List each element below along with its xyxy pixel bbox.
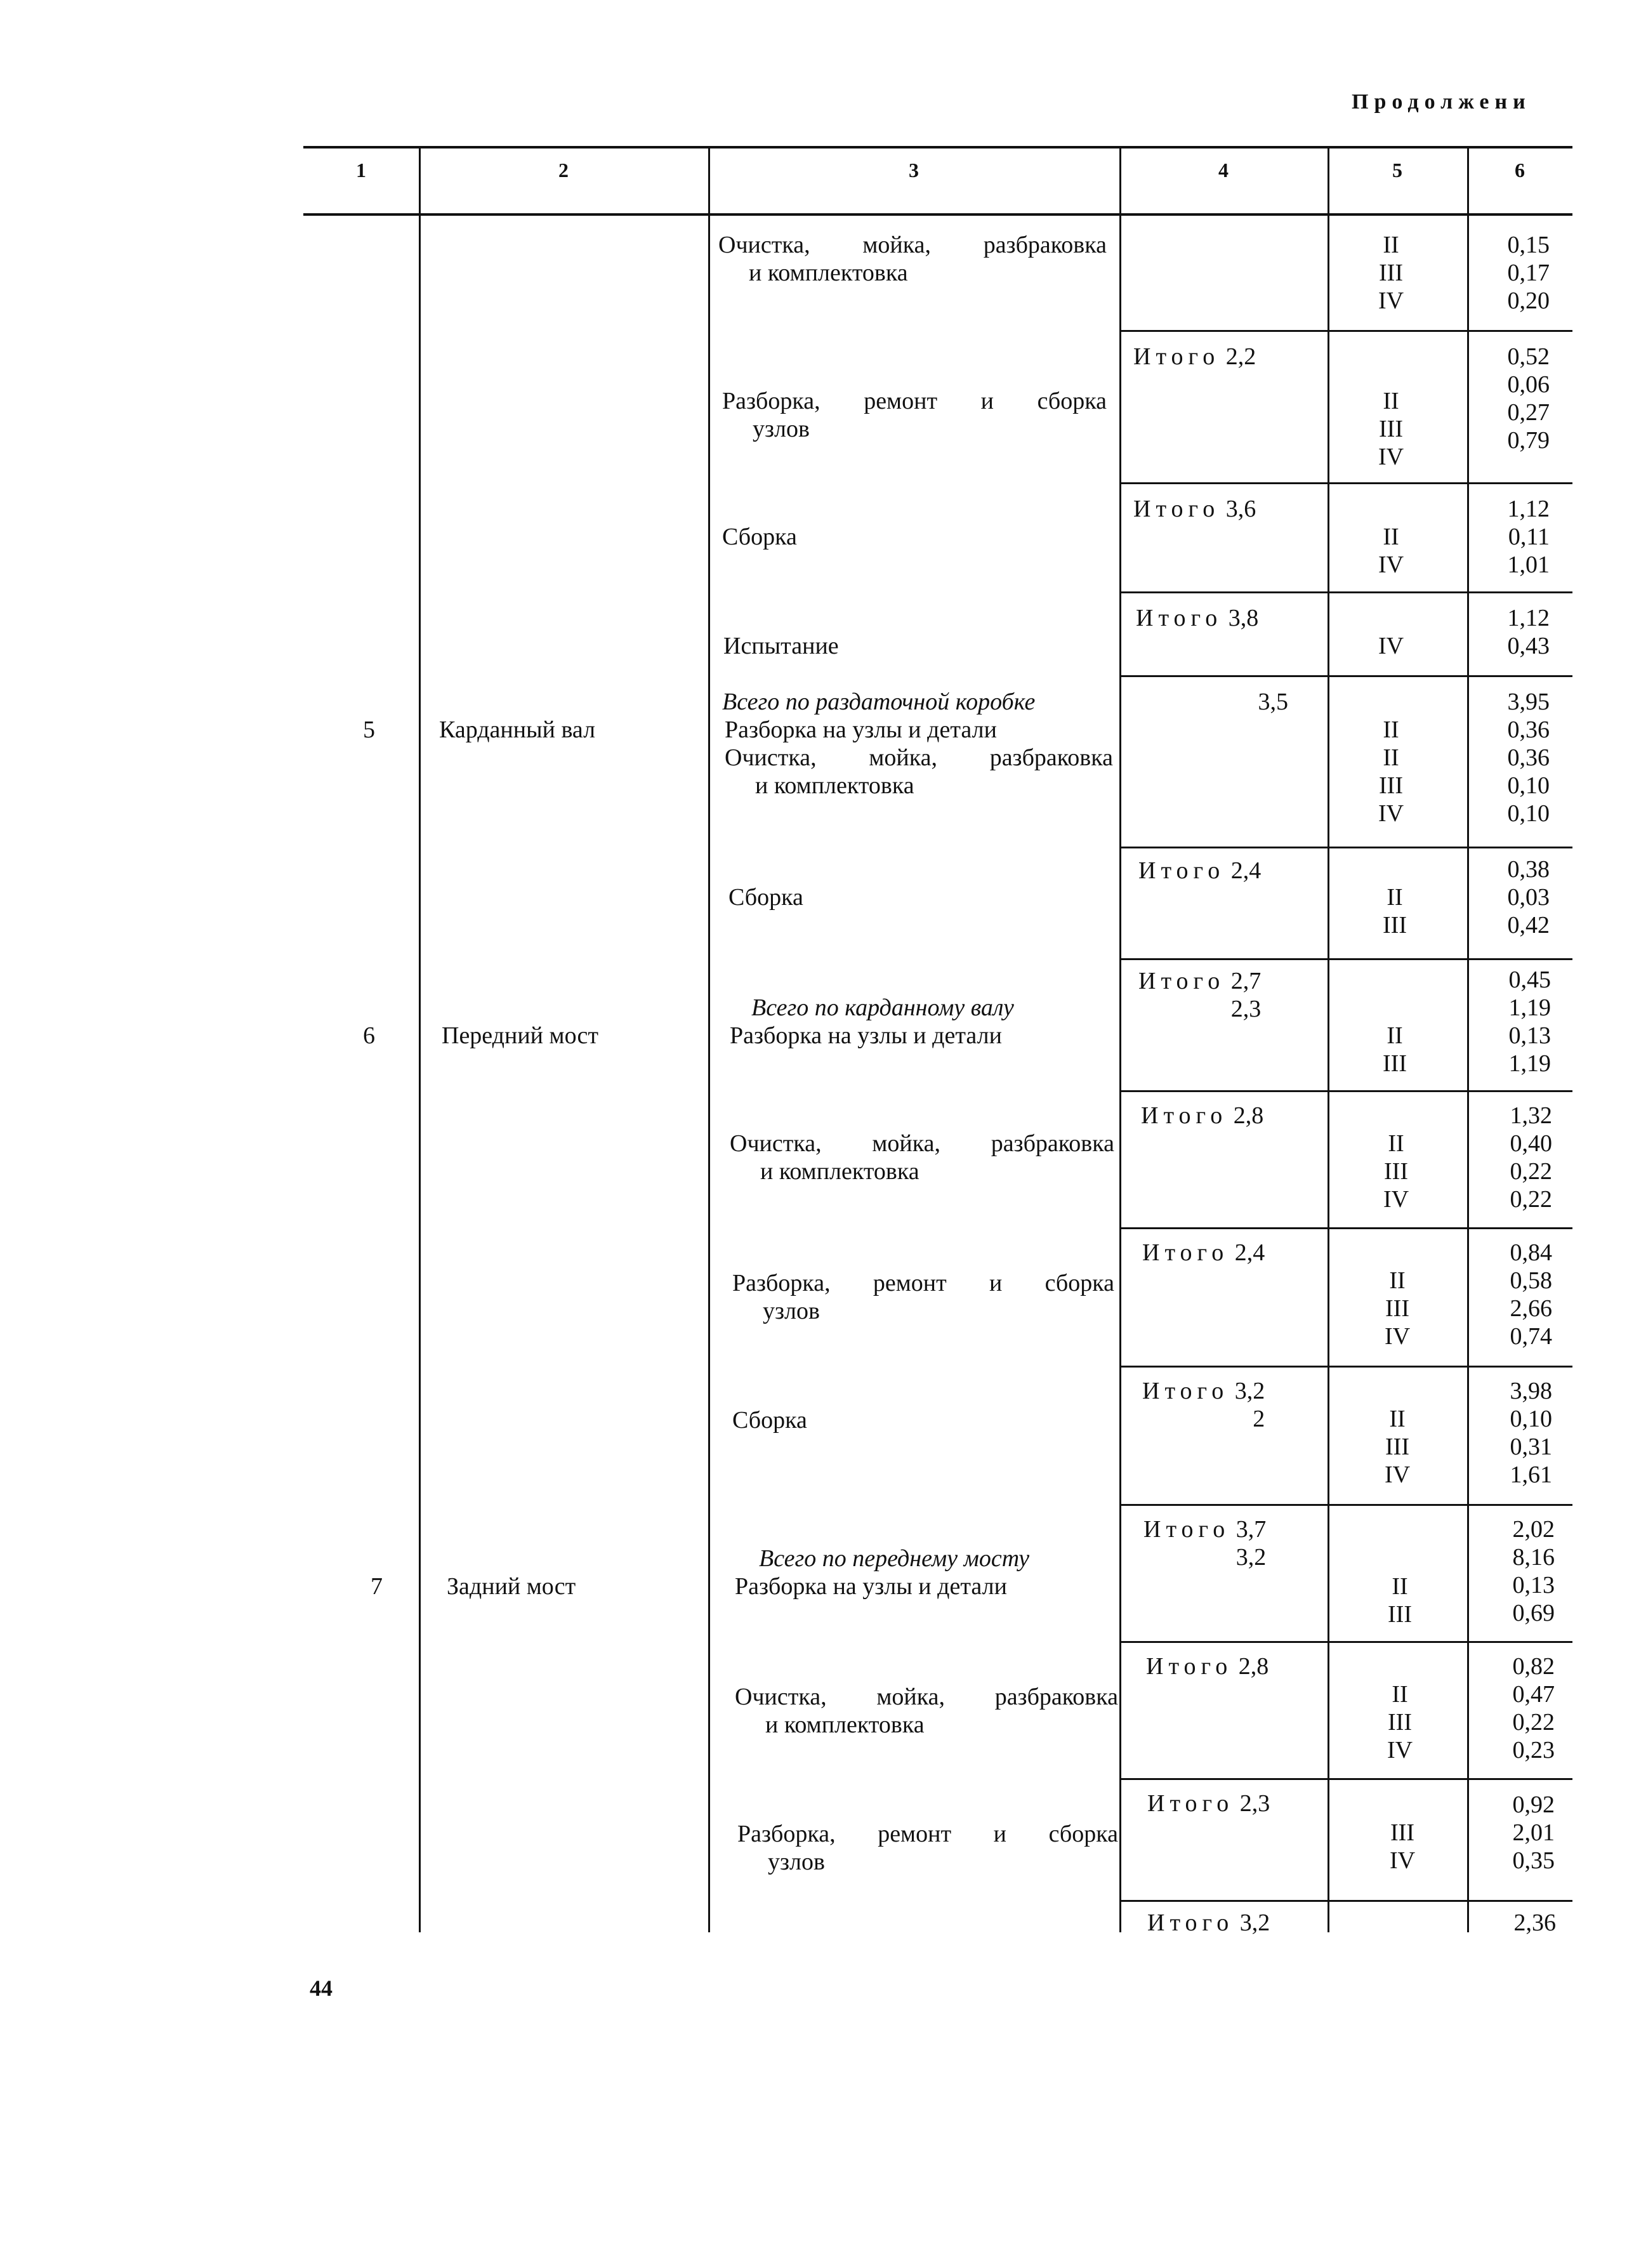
subtotal: Итого 3,2 2 <box>1142 1378 1265 1432</box>
subtotal: 3,5 <box>1258 689 1288 715</box>
grade-list: III IV <box>1389 1819 1416 1874</box>
grade-list: II III <box>1383 884 1407 939</box>
grade-list: II II III IV <box>1378 716 1404 827</box>
value-list: 3,95 0,36 0,36 0,10 0,10 <box>1507 689 1550 827</box>
operation: Сборка <box>728 884 803 911</box>
row-name: Передний мост <box>442 1022 598 1049</box>
subtotal: Итого 3,7 3,2 <box>1143 1516 1267 1571</box>
subtotal-rule <box>1119 1900 1572 1902</box>
column-divider-1-2 <box>419 146 421 1932</box>
subtotal-rule <box>1119 482 1572 484</box>
table-top-rule <box>303 146 1572 148</box>
value-list: 0,52 0,06 0,27 0,79 <box>1507 343 1550 454</box>
subtotal: Итого 3,8 <box>1136 605 1259 631</box>
column-header: 1 <box>356 159 366 181</box>
row-number: 5 <box>363 716 375 743</box>
subtotal-rule <box>1119 1641 1572 1643</box>
operation: Сборка <box>732 1407 807 1434</box>
value-list: 1,32 0,40 0,22 0,22 <box>1510 1102 1552 1213</box>
grade-list: II III <box>1383 1022 1407 1077</box>
subtotal: Итого 2,3 <box>1147 1790 1270 1817</box>
subtotal-rule <box>1119 675 1572 677</box>
subtotal-rule <box>1119 1504 1572 1506</box>
grade-list: II III IV <box>1383 1130 1409 1213</box>
grade-list: IV <box>1378 633 1404 659</box>
value-list: 1,12 0,43 <box>1507 605 1550 659</box>
row-name: Карданный вал <box>439 716 596 743</box>
subtotal-rule <box>1119 1090 1572 1092</box>
column-header: 6 <box>1515 159 1525 181</box>
operation-total: Всего по раздаточной коробке <box>722 689 1036 715</box>
value-list: 3,98 0,10 0,31 1,61 <box>1510 1378 1552 1488</box>
column-divider-5-6 <box>1467 146 1469 1932</box>
value-list: 0,38 0,03 0,42 <box>1507 856 1550 939</box>
grade-list: II III IV <box>1378 388 1404 470</box>
value-list: 0,84 0,58 2,66 0,74 <box>1510 1239 1552 1350</box>
column-header: 5 <box>1392 159 1402 181</box>
grade-list: II III IV <box>1387 1681 1413 1764</box>
subtotal: Итого 2,4 <box>1138 857 1262 884</box>
column-header: 2 <box>558 159 569 181</box>
subtotal-rule <box>1119 1778 1572 1780</box>
subtotal-rule <box>1119 847 1572 848</box>
row-name: Задний мост <box>447 1573 576 1600</box>
subtotal-rule <box>1119 330 1572 332</box>
column-header: 4 <box>1218 159 1229 181</box>
row-number: 6 <box>363 1022 375 1049</box>
grade-list: II III IV <box>1384 1267 1411 1350</box>
table-header-rule <box>303 213 1572 216</box>
grade-list: II III IV <box>1384 1406 1411 1488</box>
operation: Очистка, мойка, разбраковка и комплектовка <box>718 232 1107 286</box>
operation: Разборка, ремонт и сборка узлов <box>722 388 1107 442</box>
column-divider-3-4 <box>1119 146 1121 1932</box>
grade-list: II IV <box>1378 524 1404 578</box>
subtotal: Итого 2,7 2,3 <box>1138 968 1262 1022</box>
operation: Очистка, мойка, разбраковка и комплектовка <box>730 1130 1114 1185</box>
subtotal-rule <box>1119 1227 1572 1229</box>
grade-list: II III <box>1388 1573 1412 1628</box>
operation-total: Всего по карданному валу <box>751 994 1014 1021</box>
value-list: 0,92 2,01 0,35 <box>1512 1791 1555 1874</box>
value-list: 2,36 <box>1513 1909 1556 1936</box>
operation: Очистка, мойка, разбраковка и комплектовка <box>735 1684 1118 1738</box>
operation: Сборка <box>722 524 797 550</box>
page-number: 44 <box>310 1975 333 2001</box>
operation: Очистка, мойка, разбраковка и комплектовка <box>725 744 1113 799</box>
operation-total: Всего по переднему мосту <box>759 1545 1030 1572</box>
operation: Разборка на узлы и детали <box>730 1022 1002 1049</box>
subtotal-rule <box>1119 1366 1572 1368</box>
operation: Разборка, ремонт и сборка узлов <box>732 1270 1114 1324</box>
value-list: 1,12 0,11 1,01 <box>1507 496 1550 578</box>
column-header: 3 <box>909 159 919 181</box>
row-number: 7 <box>371 1573 383 1600</box>
value-list: 0,45 1,19 0,13 1,19 <box>1508 966 1551 1077</box>
operation: Разборка, ремонт и сборка узлов <box>737 1821 1118 1875</box>
subtotal: Итого 2,2 <box>1133 343 1256 370</box>
value-list: 0,82 0,47 0,22 0,23 <box>1512 1653 1555 1764</box>
operation: Разборка на узлы и детали <box>735 1573 1007 1600</box>
subtotal: Итого 2,8 <box>1141 1102 1264 1129</box>
subtotal: Итого 3,6 <box>1133 496 1256 522</box>
subtotal: Итого 3,2 <box>1147 1909 1270 1936</box>
subtotal: Итого 2,4 <box>1142 1239 1265 1266</box>
subtotal-rule <box>1119 591 1572 593</box>
value-list: 0,15 0,17 0,20 <box>1507 232 1550 314</box>
subtotal: Итого 2,8 <box>1146 1653 1269 1680</box>
operation: Разборка на узлы и детали <box>725 716 997 743</box>
operation: Испытание <box>723 633 839 659</box>
grade-list: II III IV <box>1378 232 1404 314</box>
page-header: Продолжени <box>1352 90 1531 114</box>
column-divider-2-3 <box>708 146 710 1932</box>
value-list: 2,02 8,16 0,13 0,69 <box>1512 1516 1555 1626</box>
subtotal-rule <box>1119 958 1572 960</box>
